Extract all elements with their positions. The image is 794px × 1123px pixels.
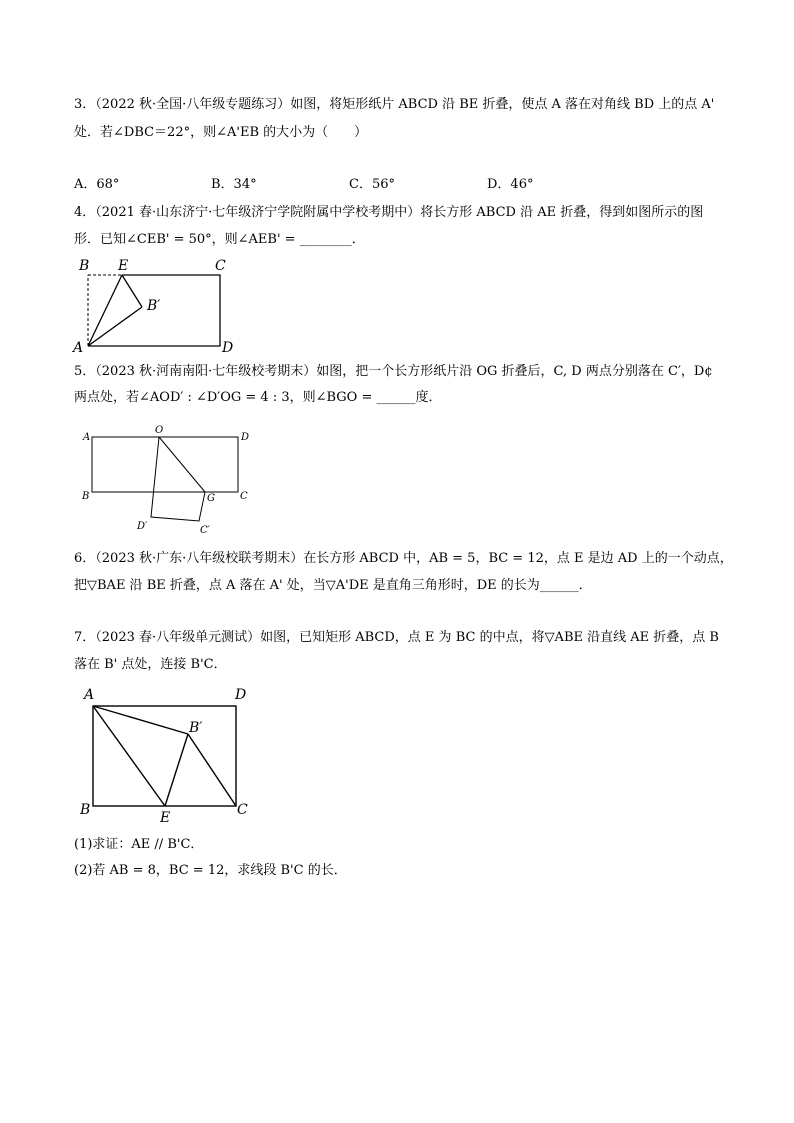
q3-option-c: C．56°: [349, 177, 395, 192]
q4-label-bprime: B′: [147, 298, 161, 314]
q7-ab-prime: [93, 706, 188, 734]
q7-label-bprime: B′: [189, 720, 203, 736]
q4-label-c: C: [215, 258, 226, 274]
q7-figure: [72, 684, 262, 824]
q5-line1: 5．（2023 秋·河南南阳·七年级校考期末）如图，把一个长方形纸片沿 OG 折叠后，C, D 两点分别落在 C′，D¢: [74, 364, 713, 379]
q5-folded-flap: [151, 437, 205, 521]
q4-ab-prime: [88, 307, 142, 346]
q7-label-e: E: [160, 810, 171, 826]
q7-label-b: B: [80, 802, 91, 818]
q7-rect: [93, 706, 236, 806]
q7-fold-ae: [93, 706, 165, 806]
q6-line2: 把▽BAE 沿 BE 折叠，点 A 落在 A' 处，当▽A'DE 是直角三角形时，DE 的长为______．: [74, 578, 592, 593]
q7-part1: (1)求证：AE // B'C．: [74, 837, 204, 852]
q5-label-dprime: D′: [137, 521, 148, 532]
q4-label-e: E: [118, 258, 129, 274]
q7-label-d: D: [235, 687, 247, 703]
q5-line2: 两点处，若∠AOD′ : ∠D′OG = 4 : 3，则∠BGO = ______度．: [74, 390, 442, 405]
q7-b-prime-c: [188, 734, 236, 806]
q7-label-a: A: [84, 687, 95, 703]
q4-label-b: B: [79, 258, 90, 274]
q5-rect: [92, 437, 238, 492]
q7-label-c: C: [237, 802, 248, 818]
q3-option-d: D．46°: [487, 177, 534, 192]
q7-eb-prime: [165, 734, 188, 806]
q5-label-a: A: [83, 432, 91, 443]
q4-eb-prime: [122, 275, 142, 307]
q5-label-g: G: [207, 493, 215, 504]
q4-label-d: D: [222, 340, 234, 356]
q5-figure: [80, 422, 260, 542]
q4-fold-ae: [88, 275, 122, 346]
q7-line1: 7．（2023 春·八年级单元测试）如图，已知矩形 ABCD，点 E 为 BC 的中点，将▽ABE 沿直线 AE 折叠，点 B: [74, 630, 719, 645]
q3-line1: 3．（2022 秋·全国·八年级专题练习）如图，将矩形纸片 ABCD 沿 BE 折叠，使点 A 落在对角线 BD 上的点 A': [74, 97, 715, 112]
q7-part2: (2)若 AB = 8，BC = 12，求线段 B'C 的长．: [74, 863, 347, 878]
q5-label-b: B: [82, 491, 90, 502]
q4-line2: 形．已知∠CEB' = 50°，则∠AEB' = ________．: [74, 232, 365, 247]
q5-label-c: C: [240, 491, 248, 502]
q5-label-cprime: C′: [200, 525, 210, 536]
q5-fold-og: [159, 437, 205, 492]
q3-option-b: B．34°: [211, 177, 257, 192]
q7-line2: 落在 B' 点处，连接 B'C．: [74, 657, 227, 672]
q5-label-o: O: [155, 425, 164, 436]
q3-option-a: A．68°: [74, 177, 120, 192]
q4-figure: [72, 256, 242, 356]
q4-line1: 4．（2021 春·山东济宁·七年级济宁学院附属中学校考期中）将长方形 ABCD 沿 AE 折叠，得到如图所示的图: [74, 205, 704, 220]
q4-label-a: A: [73, 340, 84, 356]
q5-label-d: D: [241, 432, 250, 443]
q6-line1: 6．（2023 秋·广东·八年级校联考期末）在长方形 ABCD 中，AB = 5，BC = 12，点 E 是边 AD 上的一个动点，: [74, 551, 733, 566]
q3-line2: 处．若∠DBC＝22°，则∠A'EB 的大小为（ ）: [74, 125, 368, 140]
